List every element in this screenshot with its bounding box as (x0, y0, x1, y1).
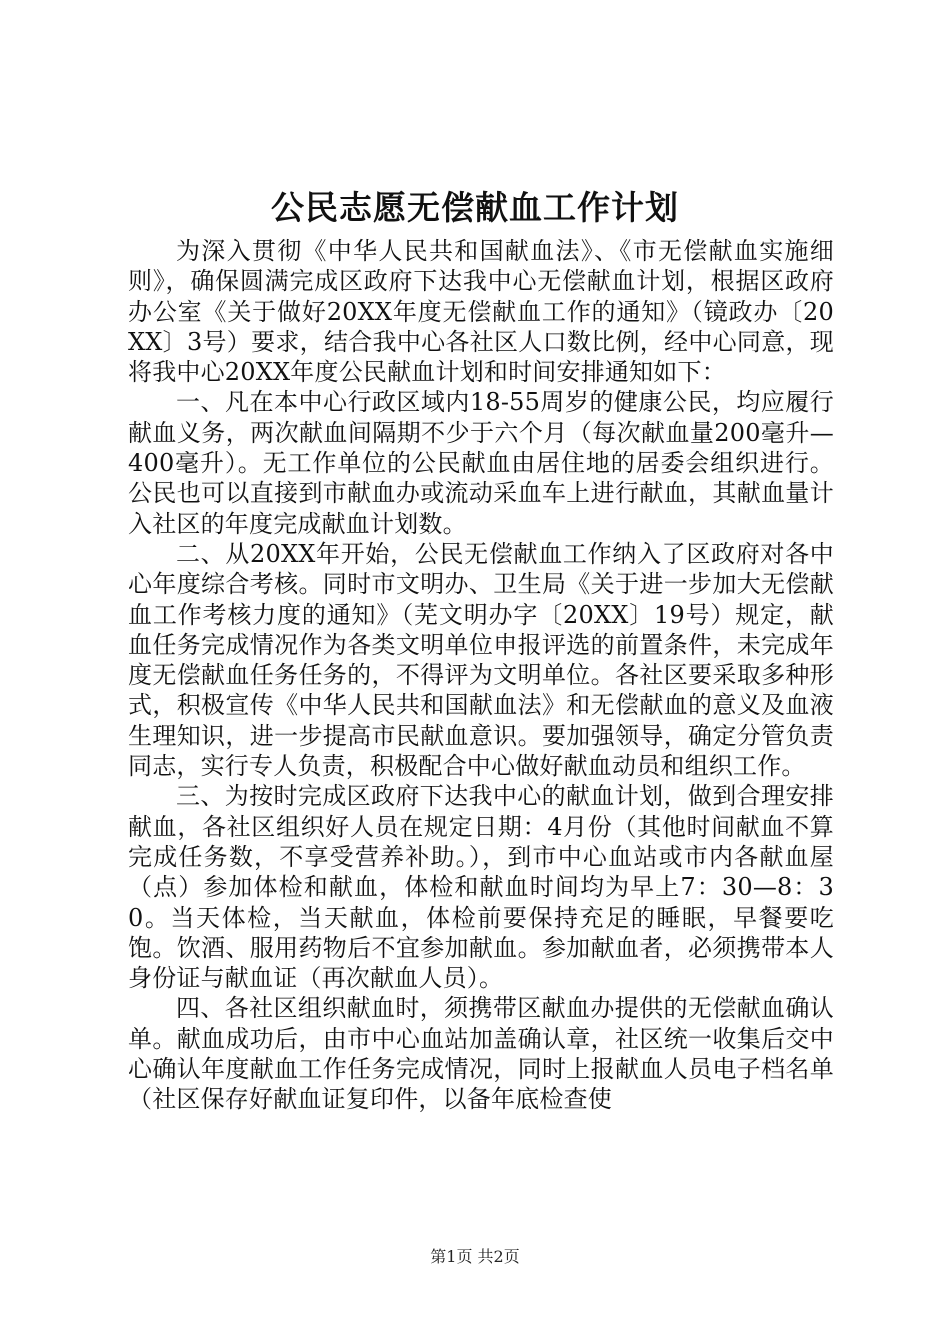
document-body (128, 236, 834, 1115)
paragraph-section-2: 二、从20XX年开始，公民无偿献血工作纳入了区政府对各中心年度综合考核。同时市文明办、卫生局《关于进一步加大无偿献血工作考核力度的通知》（芜文明办字〔20XX〕19号）规定，献血任务完成情况作为各类文明单位申报评选的前置条件，未完成年度无偿献血任务任务的，不得评为文明单位。各社区要采取多种形式，积极宣传《中华人民共和国献血法》和无偿献血的意义及血液生理知识，进一步提高市民献血意识。要加强领导，确定分管负责同志，实行专人负责，积极配合中心做好献血动员和组织工作。 (128, 539, 834, 781)
document-title: 公民志愿无偿献血工作计划 (271, 188, 679, 227)
paragraph-section-1: 一、凡在本中心行政区域内18-55周岁的健康公民，均应履行献血义务，两次献血间隔期不少于六个月（每次献血量200毫升—400毫升）。无工作单位的公民献血由居住地的居委会组织进行。公民也可以直接到市献血办或流动采血车上进行献血，其献血量计入社区的年度完成献血计划数。 (128, 388, 834, 538)
paragraph-section-3: 三、为按时完成区政府下达我中心的献血计划，做到合理安排献血，各社区组织好人员在规定日期：4月份（其他时间献血不算完成任务数，不享受营养补助。），到市中心血站或市内各献血屋（点）参加体检和献血，体检和献血时间均为早上7：30—8：30。当天体检，当天献血，体检前要保持充足的睡眠，早餐要吃饱。饮酒、服用药物后不宜参加献血。参加献血者，必须携带本人身份证与献血证（再次献血人员）。 (128, 782, 834, 993)
paragraph-section-4: 四、各社区组织献血时，须携带区献血办提供的无偿献血确认单。献血成功后，由市中心血站加盖确认章，社区统一收集后交中心确认年度献血工作任务完成情况，同时上报献血人员电子档名单（社区保存好献血证复印件，以备年底检查使 (128, 994, 834, 1114)
paragraph-intro: 为深入贯彻《中华人民共和国献血法》、《市无偿献血实施细则》，确保圆满完成区政府下达我中心无偿献血计划，根据区政府办公室《关于做好20XX年度无偿献血工作的通知》（镜政办〔20XX〕3号）要求，结合我中心各社区人口数比例，经中心同意，现将我中心20XX年度公民献血计划和时间安排通知如下： (128, 237, 834, 387)
page-footer: 第1页 共2页 (430, 1247, 520, 1266)
